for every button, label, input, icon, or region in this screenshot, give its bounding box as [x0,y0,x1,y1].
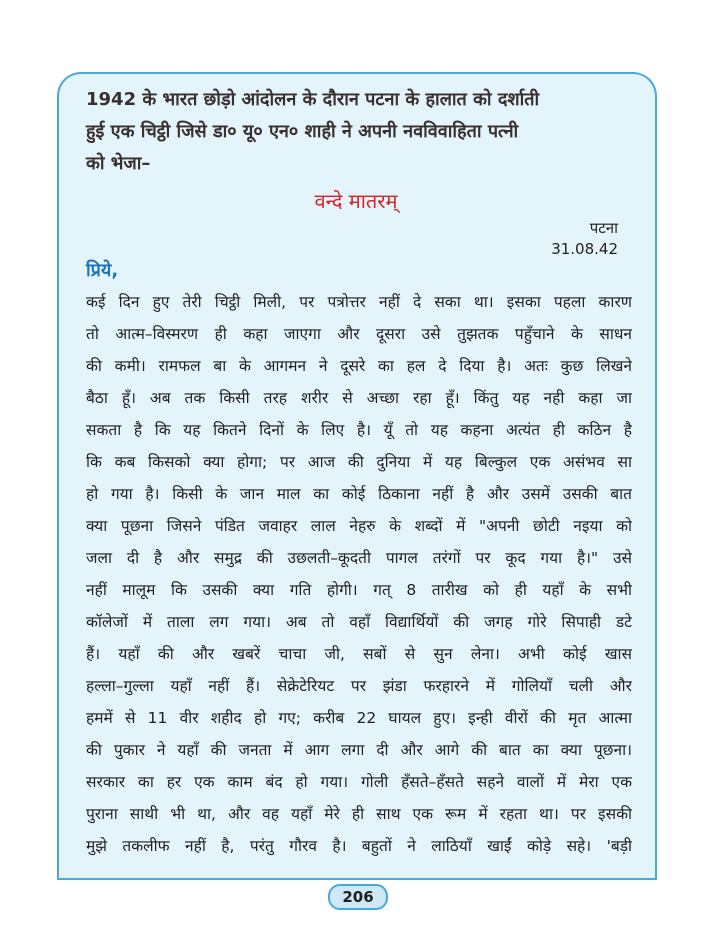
intro-line: 1942 के भारत छोड़ो आंदोलन के दौरान पटना के हालात को दर्शाती [86,89,540,110]
intro-heading [86,84,632,180]
body-line: हल्ला–गुल्ला यहाँ नहीं हैं। सेक्रेटेरियट पर झंडा फरहारने में गोलियाँ चली और [86,677,632,695]
intro-line: हुई एक चिट्ठी जिसे डा० यू० एन० शाही ने अपनी नवविवाहिता पत्नी [86,121,519,142]
letter-place: पटना [589,219,618,237]
body-line: कॉलेजों में ताला लग गया। अब तो वहाँ विद्यार्थियों की जगह गोरे सिपाही डटे [86,613,632,631]
body-line: हममें से 11 वीर शहीद हो गए; करीब 22 घायल हुए। इन्ही वीरों की मृत आत्मा [86,709,632,727]
body-line: कि कब किसको क्या होगा; पर आज की दुनिया में यह बिल्कुल एक असंभव सा [86,453,632,471]
body-line: क्या पूछना जिसने पंडित जवाहर लाल नेहरु के शब्दों में "अपनी छोटी नइया को [86,517,632,535]
letter-date: 31.08.42 [551,240,618,258]
body-line: हो गया है। किसी के जान माल का कोई ठिकाना नहीं है और उसमें उसकी बात [86,485,632,503]
body-line: जला दी है और समुद्र की उछलती–कूदती पागल तरंगों पर कूद गया है।" उसे [86,549,632,567]
body-line: पुराना साथी भी था, और वह यहाँ मेरे ही साथ एक रूम में रहता था। पर इसकी [86,805,632,823]
body-line: कई दिन हुए तेरी चिट्ठी मिली, पर पत्रोत्तर नहीं दे सका था। इसका पहला कारण [86,293,632,311]
body-line: मुझे तकलीफ नहीं है, परंतु गौरव है। बहुतों ने लाठियाँ खाईं कोड़े सहे। 'बड़ी [86,837,632,855]
intro-line: को भेजा– [86,153,151,174]
slogan: वन्दे मातरम् [314,189,398,213]
body-line: तो आत्म–विस्मरण ही कहा जाएगा और दूसरा उसे तुझतक पहुँचाने के साधन [86,325,632,343]
body-line: सकता है कि यह कितने दिनों के लिए है। यूँ तो यह कहना अत्यंत ही कठिन है [86,421,632,439]
body-line: हैं। यहाँ की और खबरें चाचा जी, सबों से सुन लेना। अभी कोई खास [86,645,632,663]
panel-bottom-rule [57,878,657,880]
body-line: सरकार का हर एक काम बंद हो गया। गोली हँसते–हँसते सहने वालों में मेरा एक [86,773,632,791]
salutation: प्रिये, [86,260,119,281]
body-line: नहीं मालूम कि उसकी क्या गति होगी। गत् 8 तारीख को ही यहाँ के सभी [86,581,632,599]
body-line: की कमी। रामफल बा के आगमन ने दूसरे का हल दे दिया है। अतः कुछ लिखने [86,357,632,375]
body-line: की पुकार ने यहाँ की जनता में आग लगा दी और आगे की बात का क्या पूछना। [86,741,632,759]
body-line: बैठा हूँ। अब तक किसी तरह शरीर से अच्छा रहा हूँ। किंतु यह नही कहा जा [86,389,632,407]
page-number: 206 [328,884,388,910]
